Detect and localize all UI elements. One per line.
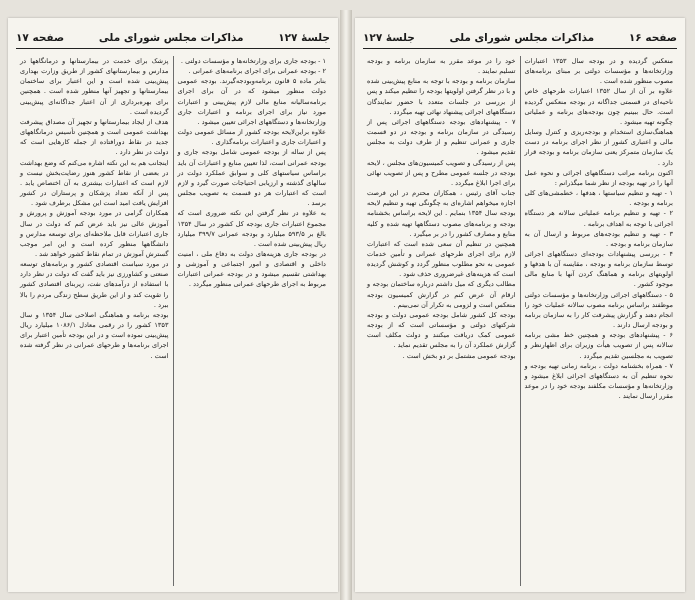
left-page-columns [16, 56, 330, 586]
left-page-session: جلسهٔ ۱۲۷ [278, 32, 330, 44]
book-spine [340, 10, 352, 600]
right-page-number: صفحه ۱۶ [628, 32, 677, 44]
left-page-left-column-text: پزشک برای خدمت در بیمارستانها و درمانگاهها در مدارس و بیمارستانهای کشور از طریق وزارت بهداری پیش‌بینی شده است و این اعتبار برای ساختمان بیمارستانها و تجهیز آنها منظور شده است . همچنین برای بهره‌برداری از آن اعتبار جداگانه‌ای پیش‌بینی گردیده است . هدف از ایجاد بیمارستانها و تجهیز آن مصداق پیشرفت بهداشت عمومی است و همچنین تأسیس درمانگاههای جدید در نقاط دورافتاده از جمله کارهایی است که دولت در نظر دارد . اینجانب هم به این نکته اشاره می‌کنم که وضع بهداشت در بعضی از نقاط کشور هنوز رضایت‌بخش نیست و لازم است که اعتبارات بیشتری به آن اختصاص یابد . پس از آنکه تعداد پزشکان و پرستاران در کشور افزایش یافت امید است این مشکل برطرف شود . همکاران گرامی در مورد بودجه آموزش و پرورش و آموزش عالی نیز باید عرض کنم که دولت در سال جاری اعتبارات قابل ملاحظه‌ای برای توسعه مدارس و دانشگاهها منظور کرده است و این امر موجب گسترش آموزش در تمام نقاط کشور خواهد شد . در مورد سیاست اقتصادی کشور و برنامه‌های توسعه صنعتی و کشاورزی نیز باید گفت که دولت در نظر دارد با استفاده از درآمدهای نفت، زیربنای اقتصادی کشور را تقویت کند و از این طریق سطح زندگی مردم را بالا ببرد . بودجه برنامه و هماهنگی اصلاحی سال ۱۳۵۴ و سال ۱۳۵۳ کشور را در رقمی معادل ۱۰۸۶/۱ میلیارد ریال پیش‌بینی نموده است و در این بودجه تأمین اعتبار برای اجرای برنامه‌ها و طرحهای عمرانی در نظر گرفته شده است . [20, 57, 169, 360]
left-page-right-column [174, 56, 331, 586]
right-page-columns [363, 56, 677, 586]
right-page-left-column [363, 56, 521, 586]
left-page-right-column-text: ۱ - بودجه جاری برای وزارتخانه‌ها و مؤسسات دولتی . ۲ - بودجه عمرانی برای اجرای برنامه‌های عمرانی . بنابر ماده ۵ قانون برنامه‌وبودجه‌گیرند. بودجه عمومی دولت منظور میشود که در آن برای اجرای برنامه‌سالیانه منابع مالی لازم پیش‌بینی و اعتبارات مورد نیاز برای اجرای برنامه و اعتبارات جاری وزارتخانه‌ها و دستگاههای اجرائی تعیین میشود . علاوه براین‌لایحه بودجه کشور از مسائل عمومی دولت و اعتبارات جاری و اعتبارات برنامه‌گذاری . پس از ساله از بودجه عمومی شامل بودجه جاری و بودجه عمرانی است، لذا تعیین منابع و اعتبارات آن باید براساس سیاستهای کلی و سوابق عملکرد دولت در سالهای گذشته و ارزیابی احتیاجات صورت گیرد و لازم است که اعتبارات هر دو قسمت به تصویب مجلس برسد . به علاوه در نظر گرفتن این نکته ضروری است که مجموع اعتبارات جاری بودجه کل کشور در سال ۱۳۵۴ بالغ بر ۵۹۳/۵ میلیارد و بودجه عمرانی ۳۹۹/۷ میلیارد ریال پیش‌بینی شده است . در بودجه جاری هزینه‌های دولت به دفاع ملی ، امنیت داخلی و اقتصادی و امور اجتماعی و آموزشی و بهداشتی تقسیم میشود و در بودجه عمرانی اعتبارات مربوط به اجرای طرحهای عمرانی منظور میگردد . [177, 57, 327, 289]
right-page [355, 18, 685, 592]
right-page-title: مذاکرات مجلس شورای ملی [449, 32, 595, 44]
right-page-right-column [521, 56, 678, 586]
right-page-header [363, 28, 677, 49]
left-page-left-column [16, 56, 174, 586]
right-page-right-column-text: منعکس گردیده و در بودجه سال ۱۳۵۳ اعتبارات وزارتخانه‌ها و مؤسسات دولتی بر مبنای برنامه‌های مصوب منظور شده است . علاوه بر آن از سال ۱۳۵۲ اعتبارات طرحهای خاص ناحیه‌ای در قسمتی جداگانه در بودجه منعکس گردیده است. حال ببینیم چون بودجه‌های برنامه و عملیاتی چگونه تهیه میشود . هماهنگ‌سازی استخدام و بودجه‌ریزی و کنترل وسایل مالی و اعتباری کشور از نظر اجرای برنامه در دست یک سازمان متمرکز یعنی سازمان برنامه و بودجه قرار دارد . اکنون برنامه مراتب دستگاههای اجرائی و نحوه عمل آنها را در تهیه بودجه از نظر شما میگذرانم : ۱ - تهیه و تنظیم سیاستها ، هدفها ، خطمشی‌های کلی برنامه و بودجه . ۲ - تهیه و تنظیم برنامه عملیاتی سالانه هر دستگاه اجرائی با توجه به اهداف برنامه . ۳ - تهیه و تنظیم بودجه‌های مربوط و ارسال آن به سازمان برنامه و بودجه . ۴ - بررسی پیشنهادات بودجه‌ای دستگاههای اجرائی توسط سازمان برنامه و بودجه ، مقایسه آن با هدفها و اولویتهای برنامه و هماهنگ کردن آنها با منابع مالی موجود کشور . ۵ - دستگاههای اجرائی وزارتخانه‌ها و مؤسسات دولتی موظفند براساس برنامه مصوب سالانه عملیات خود را انجام دهند و گزارش پیشرفت کار را به سازمان برنامه و بودجه ارسال دارند . ۶ - پیشنهادهای بودجه و همچنین خط مشی برنامه سالانه پس از تصویب هیأت وزیران برای اظهارنظر و تصویب به مجلسین تقدیم میگردد . ۷ - همراه بخشنامه دولت ، برنامه زمانی تهیه بودجه و نحوه تنظیم آن به دستگاههای اجرائی ابلاغ میشود و وزارتخانه‌ها و مؤسسات مکلفند بودجه خود را در موعد مقرر ارسال نمایند . [524, 57, 673, 401]
left-page-title: مذاکرات مجلس شورای ملی [98, 32, 244, 44]
left-page-header [16, 28, 330, 49]
right-page-left-column-text: خود را در موعد مقرر به سازمان برنامه و بودجه تسلیم نمایند . سازمان برنامه و بودجه با توجه به منابع پیش‌بینی شده و با در نظر گرفتن اولویتها بودجه را تنظیم میکند و پس از بررسی در جلسات متعدد با حضور نمایندگان دستگاههای اجرائی پیشنهاد نهائی تهیه میگردد . ۷ - پیشنهادهای بودجه دستگاههای اجرائی پس از رسیدگی در سازمان برنامه و بودجه در دو قسمت جاری و عمرانی تنظیم و از طرف دولت به مجلس تقدیم میشود . پس از رسیدگی و تصویب کمیسیون‌های مجلس ، لایحه بودجه در جلسه عمومی مطرح و پس از تصویب نهائی برای اجرا ابلاغ میگردد . جناب آقای رئیس ، همکاران محترم در این فرصت اجازه میخواهم اشاره‌ای به چگونگی تهیه و تنظیم لایحه بودجه سال ۱۳۵۴ بنمایم . این لایحه براساس بخشنامه بودجه و برنامه‌های مصوب دستگاهها تهیه شده و کلیه منابع و مصارف کشور را در بر میگیرد . همچنین در تنظیم آن سعی شده است که اعتبارات لازم برای اجرای طرحهای عمرانی و تأمین خدمات عمومی به نحو مطلوب منظور گردد و کوشش گردیده است که هزینه‌های غیرضروری حذف شود . مطالب دیگری که میل داشتم درباره ساختمان بودجه و ارقام آن عرض کنم در گزارش کمیسیون بودجه منعکس است و لزومی به تکرار آن نمی‌بینم . بودجه کل کشور شامل بودجه عمومی دولت و بودجه شرکتهای دولتی و مؤسساتی است که از بودجه عمومی کمک دریافت میکنند و دولت مکلف است گزارش عملکرد آن را به مجلس تقدیم نماید . بودجه عمومی مشتمل بر دو بخش است . [367, 57, 516, 360]
right-page-session: جلسهٔ ۱۲۷ [363, 32, 415, 44]
left-page [8, 18, 338, 592]
left-page-number: صفحه ۱۷ [16, 32, 65, 44]
